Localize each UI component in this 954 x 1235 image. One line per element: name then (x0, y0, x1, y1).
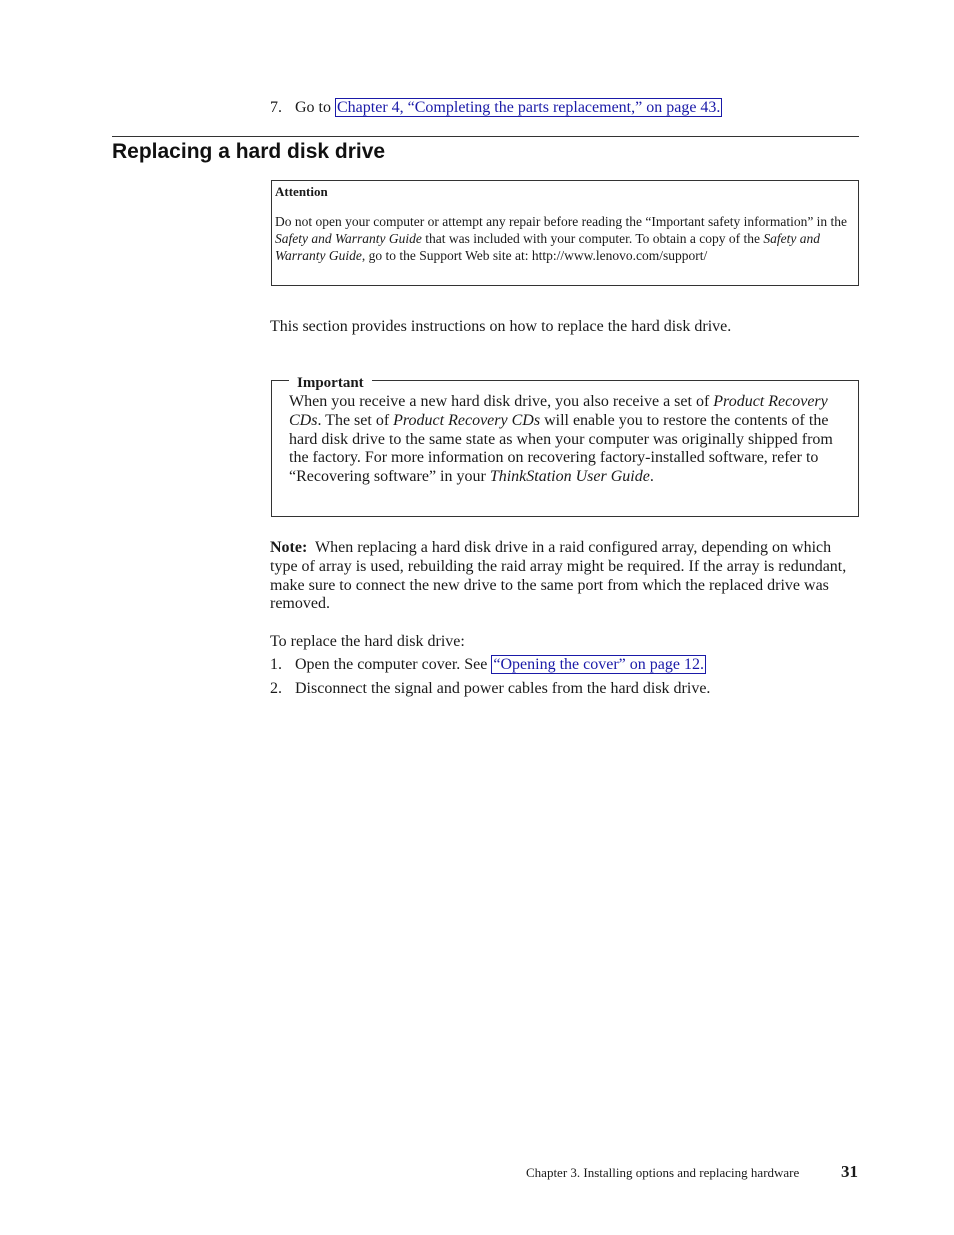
note-text: When replacing a hard disk drive in a raid configured array, depending on which type of array is used, rebuilding the raid array might be required. If the array is redundant, make sure to connect the new drive to the same port from which the replaced drive was removed. (270, 539, 847, 613)
opening-cover-link[interactable]: “Opening the cover” on page 12. (493, 656, 704, 673)
section-divider (112, 136, 859, 137)
guide-title: Safety and Warranty Guide (275, 231, 422, 246)
product-recovery-cds: Product Recovery CDs (289, 393, 828, 429)
step-2 (270, 678, 710, 700)
footer-chapter-title: Chapter 3. Installing options and replacing hardware (526, 1165, 800, 1180)
note-paragraph (270, 539, 860, 614)
step-text: Open the computer cover. See (295, 656, 488, 673)
attention-text: Do not open your computer or attempt any repair before reading the “Important safety information” in the Safety and Warranty Guide that was included with your computer. To obtain a copy of the Safety and Warranty Guide, go to the Support Web site at: http://www.lenovo.com/support/ (275, 214, 848, 263)
section-title: Replacing a hard disk drive (112, 140, 386, 163)
user-guide-title: ThinkStation User Guide (489, 468, 650, 486)
attention-box (271, 180, 859, 286)
step-number: 1. (270, 656, 282, 673)
step-number: 2. (270, 680, 282, 697)
procedure-intro: To replace the hard disk drive: (270, 633, 465, 650)
important-text: When you receive a new hard disk drive, you also receive a set of Product Recovery CDs. The set of Product Recovery CDs will enable you to restore the contents of the hard disk drive to the same state as when your computer was originally shipped from the factory. For more information on recovering factory-installed software, refer to “Recovering software” in your ThinkStation User Guide. (289, 393, 833, 486)
important-box (271, 375, 859, 517)
step-text: Disconnect the signal and power cables from the hard disk drive. (295, 680, 711, 697)
note-label: Note: (270, 539, 308, 556)
step-1 (270, 654, 706, 676)
guide-title: Safety and Warranty Guide (275, 231, 820, 263)
important-label: Important (289, 374, 372, 392)
chapter-4-link[interactable]: Chapter 4, “Completing the parts replacement,” on page 43. (337, 99, 721, 116)
step-text: Go to (295, 99, 331, 116)
step-number: 7. (270, 99, 282, 116)
intro-paragraph: This section provides instructions on how to replace the hard disk drive. (270, 318, 732, 335)
step-7 (270, 97, 722, 119)
attention-label: Attention (275, 184, 328, 199)
page-number: 31 (841, 1162, 858, 1181)
product-recovery-cds: Product Recovery CDs (393, 411, 541, 429)
